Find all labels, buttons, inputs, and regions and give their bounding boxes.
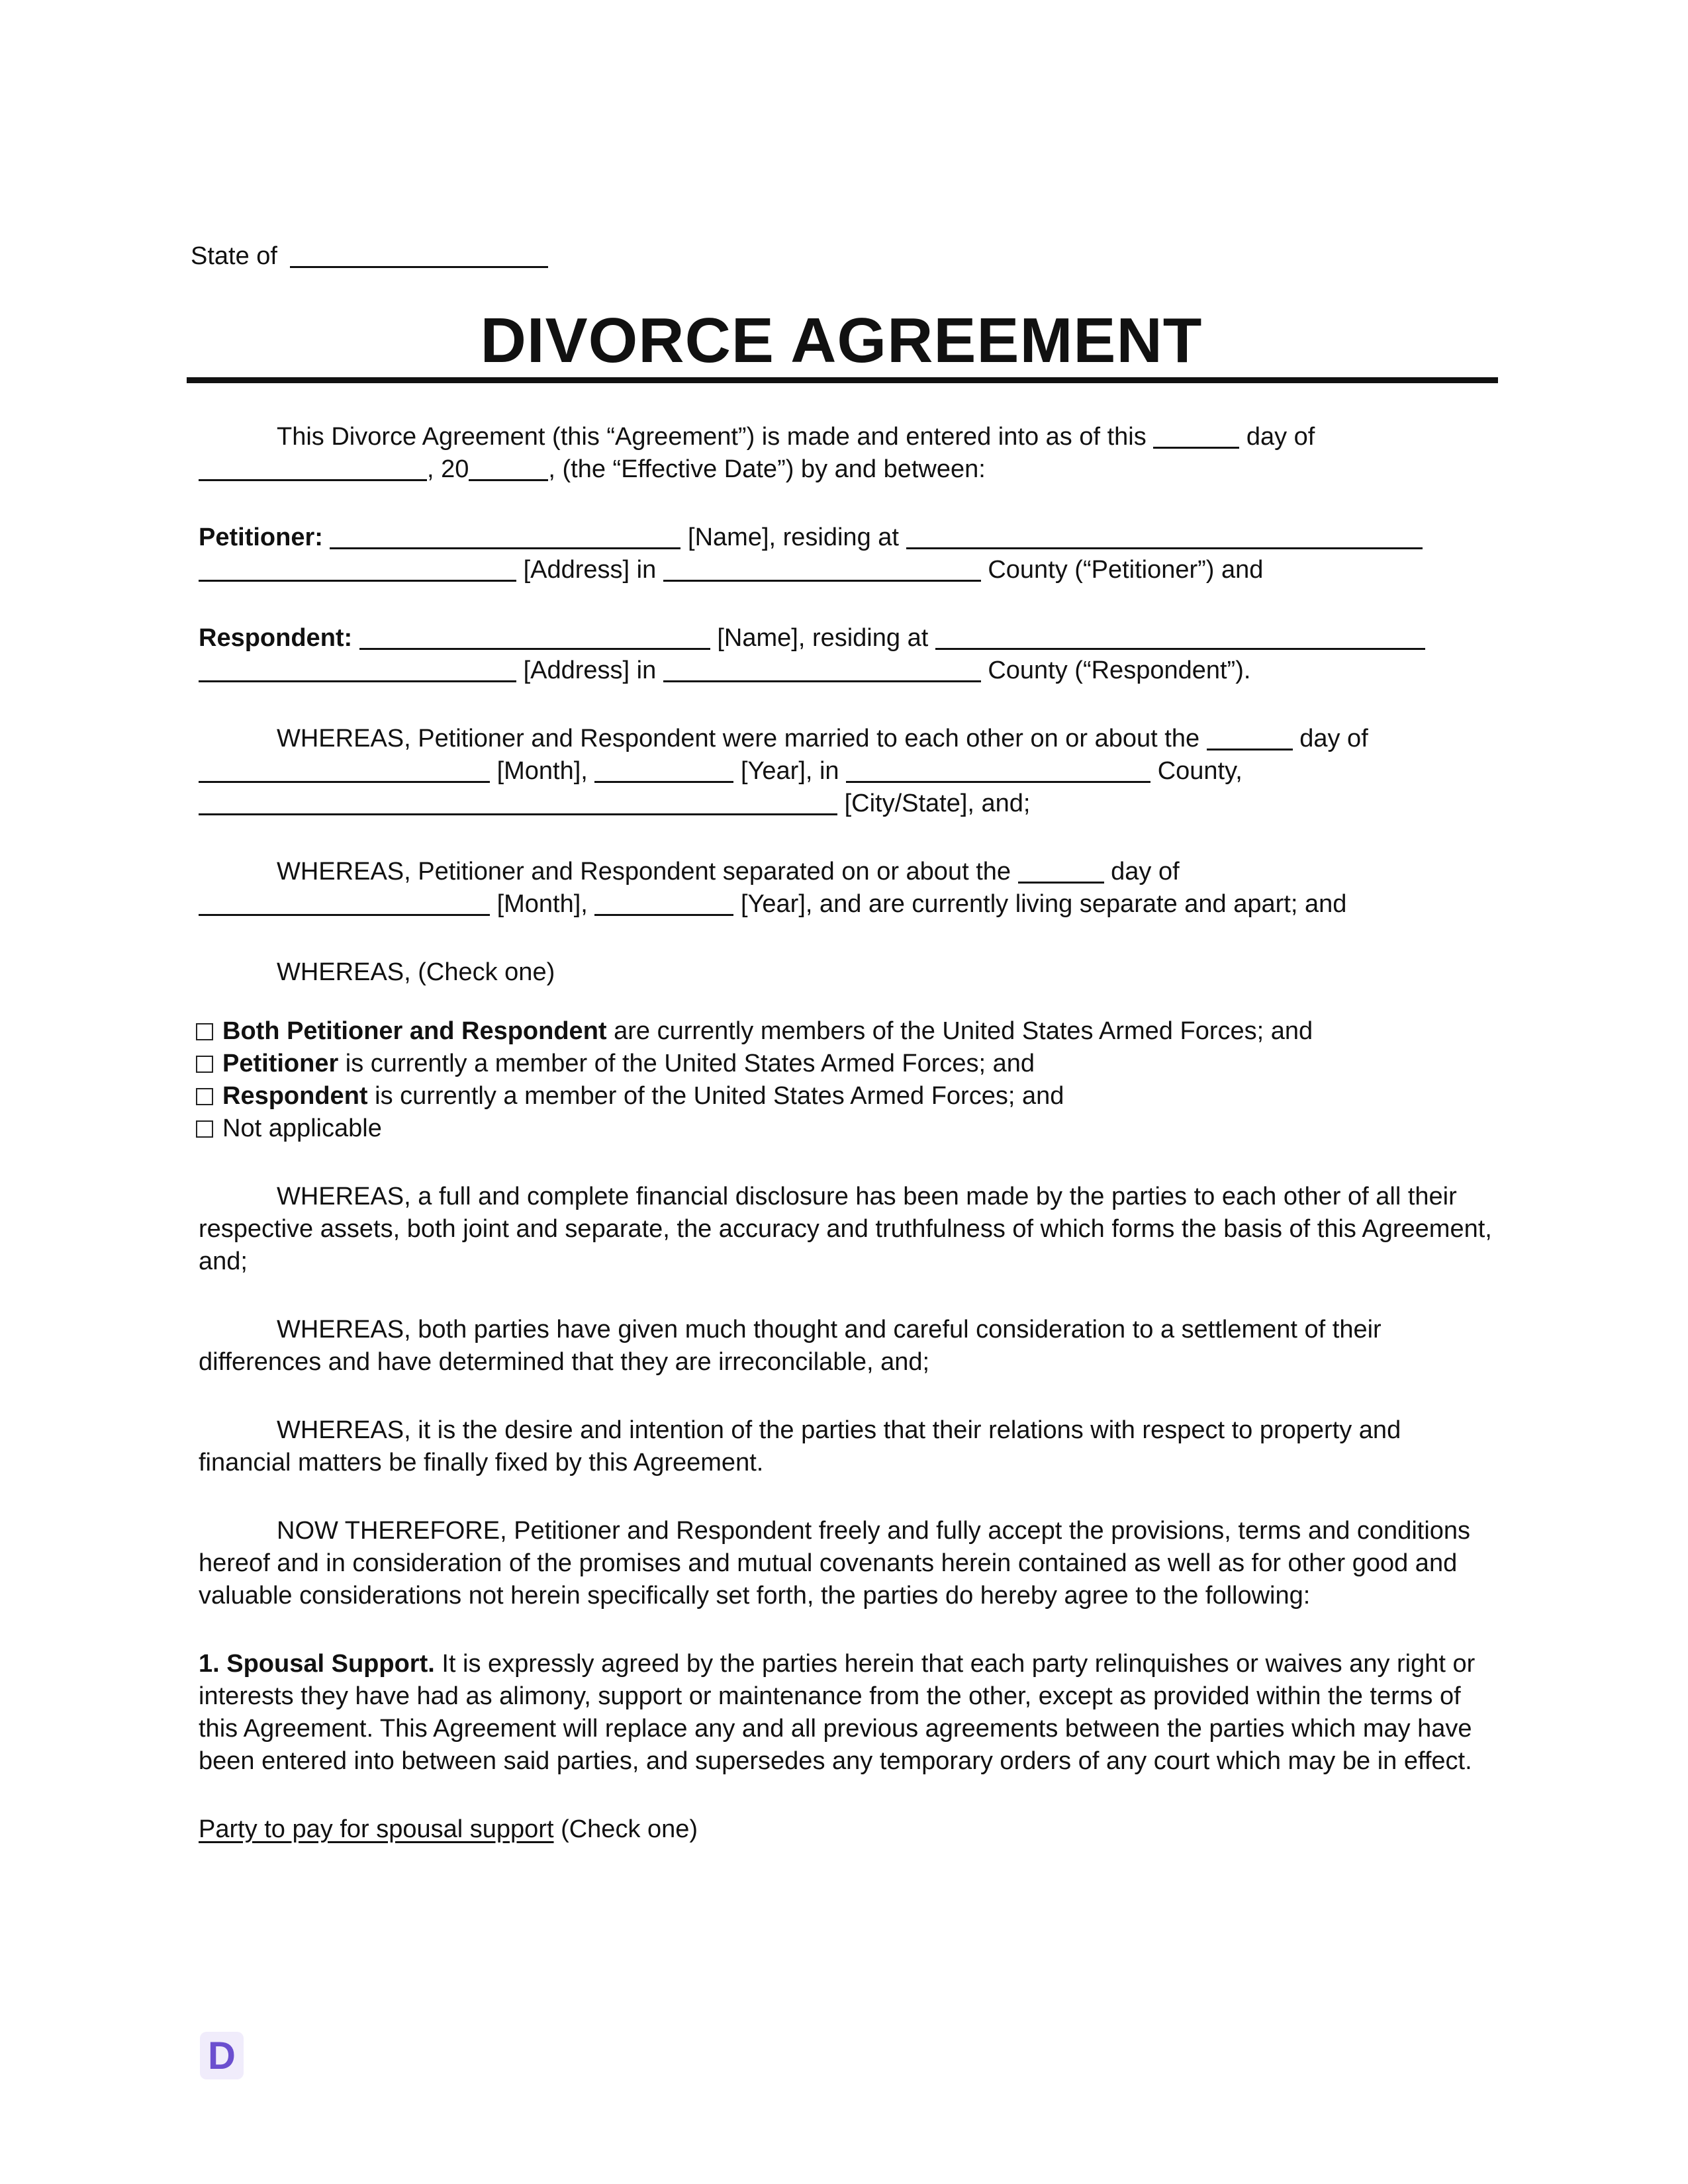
married-county-tag: County, bbox=[1157, 757, 1243, 785]
irreconcilable-paragraph: WHEREAS, both parties have given much thought and careful consideration to a settlement of their differences and have determined that they are irreconcilable, and; bbox=[199, 1316, 1382, 1376]
state-label: State of bbox=[191, 242, 277, 270]
intro-text-1: This Divorce Agreement (this “Agreement”) is made and entered into as of this bbox=[277, 423, 1147, 451]
document-body bbox=[199, 421, 1496, 1882]
party-to-pay-heading: Party to pay for spousal support bbox=[199, 1815, 554, 1843]
military-option-both[interactable]: Both Petitioner and Respondent are currently members of the United States Armed Forces; and bbox=[196, 1015, 1496, 1048]
intro-text-2: day of bbox=[1246, 423, 1315, 451]
therefore-paragraph: NOW THEREFORE, Petitioner and Respondent freely and fully accept the provisions, terms and conditions hereof and in consideration of the promises and mutual covenants herein contained as well as for other good and valuable considerations not herein specifically set forth, the parties do hereby agree to the following: bbox=[199, 1517, 1471, 1610]
separated-paragraph bbox=[199, 856, 1496, 921]
petitioner-county-tag: County (“Petitioner”) and bbox=[988, 556, 1264, 584]
spousal-support-section bbox=[199, 1648, 1496, 1778]
section-1-heading: 1. Spousal Support. bbox=[199, 1650, 435, 1678]
petitioner-label: Petitioner: bbox=[199, 523, 323, 551]
respondent-name-tag: [Name], residing at bbox=[717, 624, 929, 652]
petitioner-name-tag: [Name], residing at bbox=[688, 523, 899, 551]
state-blank[interactable] bbox=[290, 244, 548, 268]
military-checklist bbox=[196, 1015, 1496, 1145]
day-blank[interactable] bbox=[1153, 424, 1239, 449]
respondent-block bbox=[199, 622, 1496, 687]
checkbox-icon[interactable] bbox=[196, 1088, 213, 1105]
respondent-label: Respondent: bbox=[199, 624, 353, 652]
petitioner-address-tag: [Address] in bbox=[523, 556, 657, 584]
married-text-2: day of bbox=[1299, 725, 1368, 752]
respondent-county-tag: County (“Respondent”). bbox=[988, 657, 1251, 684]
married-year-blank[interactable] bbox=[594, 758, 733, 783]
intro-text-3: , 20 bbox=[427, 455, 469, 483]
military-option-not-applicable[interactable]: Not applicable bbox=[196, 1113, 1496, 1145]
section-1-text: It is expressly agreed by the parties herein that each party relinquishes or waives any right or interests they have had as alimony, support or maintenance from the other, except as provided within the terms of this Agreement. This Agreement will replace any and all previous agreements between the parties which may have been entered into between said parties, and supersedes any temporary orders of any court which may be in effect. bbox=[199, 1650, 1476, 1775]
petitioner-block bbox=[199, 522, 1496, 586]
petitioner-name-blank[interactable] bbox=[330, 525, 680, 549]
separated-month-tag: [Month], bbox=[496, 890, 588, 918]
check-intro: WHEREAS, (Check one) bbox=[277, 958, 555, 986]
title-rule bbox=[187, 377, 1498, 383]
petitioner-address-blank-1[interactable] bbox=[906, 525, 1423, 549]
married-year-tag: [Year], in bbox=[740, 757, 839, 785]
married-month-blank[interactable] bbox=[199, 758, 490, 783]
separated-year-blank[interactable] bbox=[594, 891, 733, 916]
married-month-tag: [Month], bbox=[496, 757, 588, 785]
separated-text-2: day of bbox=[1111, 858, 1180, 886]
disclosure-paragraph: WHEREAS, a full and complete financial disclosure has been made by the parties to each other of all their respective assets, both joint and separate, the accuracy and truthfulness of which forms the basis of this Agreement, and; bbox=[199, 1183, 1492, 1275]
party-to-pay-line bbox=[199, 1813, 1496, 1846]
intro-text-4: , (the “Effective Date”) by and between: bbox=[548, 455, 986, 483]
respondent-county-blank[interactable] bbox=[663, 658, 981, 682]
separated-year-tag: [Year], and are currently living separate and apart; and bbox=[740, 890, 1347, 918]
separated-day-blank[interactable] bbox=[1018, 859, 1104, 884]
married-text-1: WHEREAS, Petitioner and Respondent were married to each other on or about the bbox=[277, 725, 1200, 752]
military-option-petitioner[interactable]: Petitioner is currently a member of the United States Armed Forces; and bbox=[196, 1048, 1496, 1080]
petitioner-county-blank[interactable] bbox=[663, 557, 981, 582]
married-paragraph bbox=[199, 723, 1496, 820]
married-city-blank[interactable] bbox=[199, 791, 837, 815]
married-county-blank[interactable] bbox=[846, 758, 1150, 783]
respondent-address-blank-1[interactable] bbox=[935, 625, 1425, 650]
checkbox-icon[interactable] bbox=[196, 1023, 213, 1040]
intro-paragraph bbox=[199, 421, 1496, 486]
petitioner-address-blank-2[interactable] bbox=[199, 557, 516, 582]
state-line bbox=[191, 240, 548, 273]
respondent-name-blank[interactable] bbox=[359, 625, 710, 650]
checkbox-icon[interactable] bbox=[196, 1120, 213, 1138]
checkbox-icon[interactable] bbox=[196, 1056, 213, 1073]
separated-text-1: WHEREAS, Petitioner and Respondent separated on or about the bbox=[277, 858, 1011, 886]
party-to-pay-suffix: (Check one) bbox=[553, 1815, 698, 1843]
military-option-respondent[interactable]: Respondent is currently a member of the United States Armed Forces; and bbox=[196, 1080, 1496, 1113]
brand-logo-icon: D bbox=[200, 2032, 244, 2079]
document-title: DIVORCE AGREEMENT bbox=[480, 305, 1203, 376]
respondent-address-tag: [Address] in bbox=[523, 657, 657, 684]
married-city-tag: [City/State], and; bbox=[844, 790, 1031, 817]
respondent-address-blank-2[interactable] bbox=[199, 658, 516, 682]
year-blank[interactable] bbox=[469, 457, 548, 481]
desire-paragraph: WHEREAS, it is the desire and intention of the parties that their relations with respect to property and financial matters be finally fixed by this Agreement. bbox=[199, 1416, 1401, 1477]
separated-month-blank[interactable] bbox=[199, 891, 490, 916]
month-blank[interactable] bbox=[199, 457, 427, 481]
married-day-blank[interactable] bbox=[1207, 726, 1293, 751]
